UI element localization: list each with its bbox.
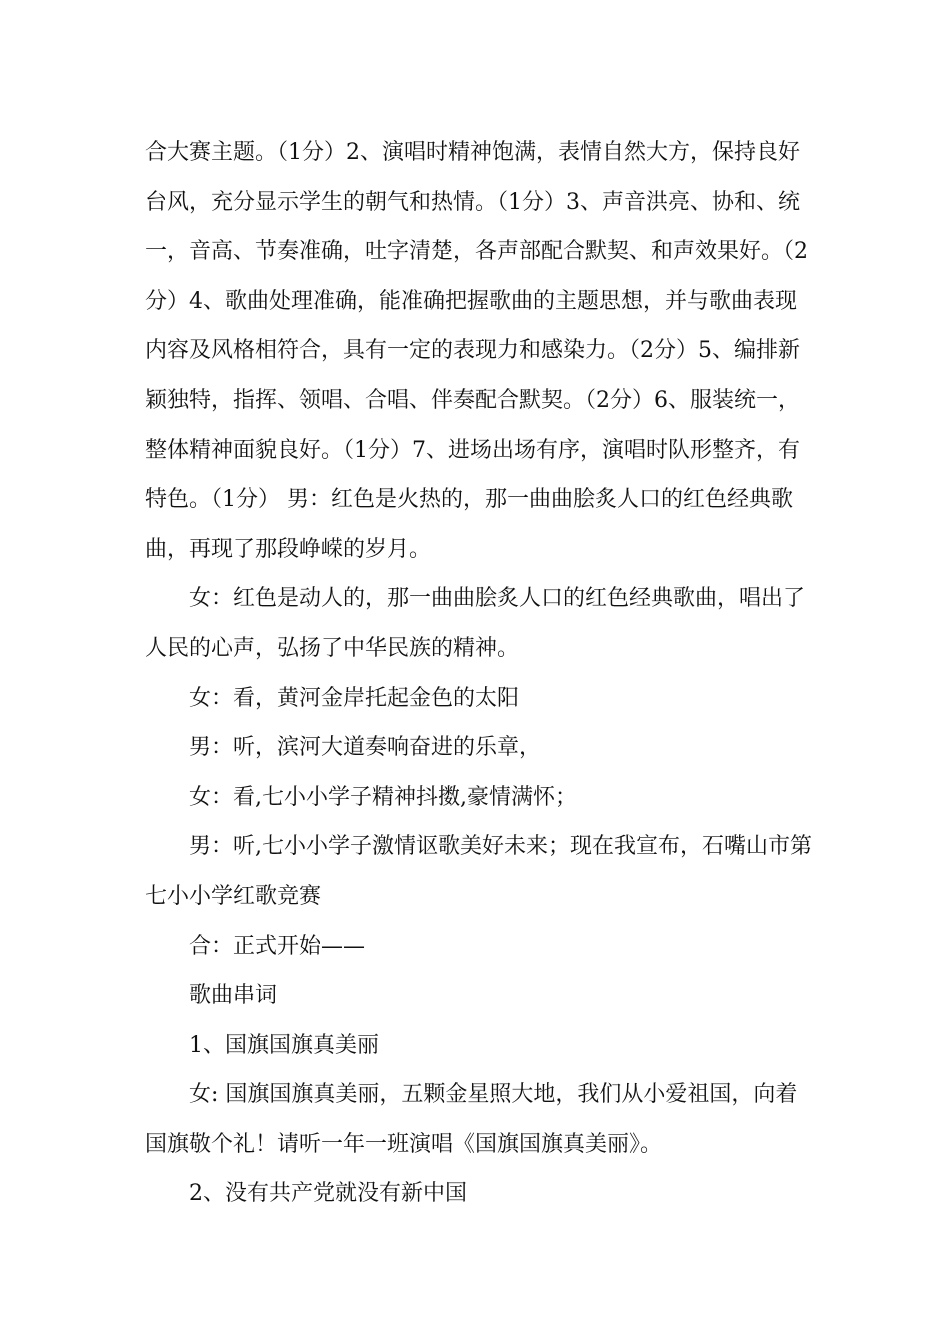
paragraph-female-flag-intro: 女: 国旗国旗真美丽，五颗金星照大地，我们从小爱祖国，向着国旗敬个礼！请听一年一班演唱《国旗国旗真美丽》。: [145, 1082, 798, 1157]
song-heading-2: 2、没有共产党就没有新中国: [189, 1181, 467, 1207]
paragraph-male-announcement: 男：听,七小小学子激情讴歌美好未来；现在我宣布，石嘴山市第七小小学红歌竞赛: [145, 834, 812, 909]
paragraph-female-red-moving: 女：红色是动人的，那一曲曲脍炙人口的红色经典歌曲，唱出了人民的心声，弘扬了中华民族的精神。: [145, 586, 806, 661]
document-body: [145, 128, 815, 1219]
paragraph-together-start: 合：正式开始——: [189, 933, 366, 959]
song-heading-1: 1、国旗国旗真美丽: [189, 1032, 379, 1058]
paragraph-criteria-and-opening: 合大赛主题。（1分）2、演唱时精神饱满，表情自然大方，保持良好台风，充分显示学生的朝气和热情。（1分）3、声音洪亮、协和、统一，音高、节奏准确，吐字清楚，各声部配合默契、和声效果好。（2分）4、歌曲处理准确，能准确把握歌曲的主题思想，并与歌曲表现内容及风格相符合，具有一定的表现力和感染力。（2分）5、编排新颖独特，指挥、领唱、合唱、伴奏配合默契。（2分）6、服装统一，整体精神面貌良好。（1分）7、进场出场有序，演唱时队形整齐，有特色。（1分） 男：红色是火热的，那一曲曲脍炙人口的红色经典歌曲，再现了那段峥嵘的岁月。: [145, 140, 808, 562]
paragraph-female-yellow-river: 女：看，黄河金岸托起金色的太阳: [189, 685, 520, 711]
paragraph-female-students-spirit: 女：看,七小小学子精神抖擞,豪情满怀；: [189, 784, 577, 810]
section-heading-song-lyrics: 歌曲串词: [189, 983, 278, 1009]
paragraph-male-binhe-avenue: 男：听，滨河大道奏响奋进的乐章，: [189, 735, 542, 761]
